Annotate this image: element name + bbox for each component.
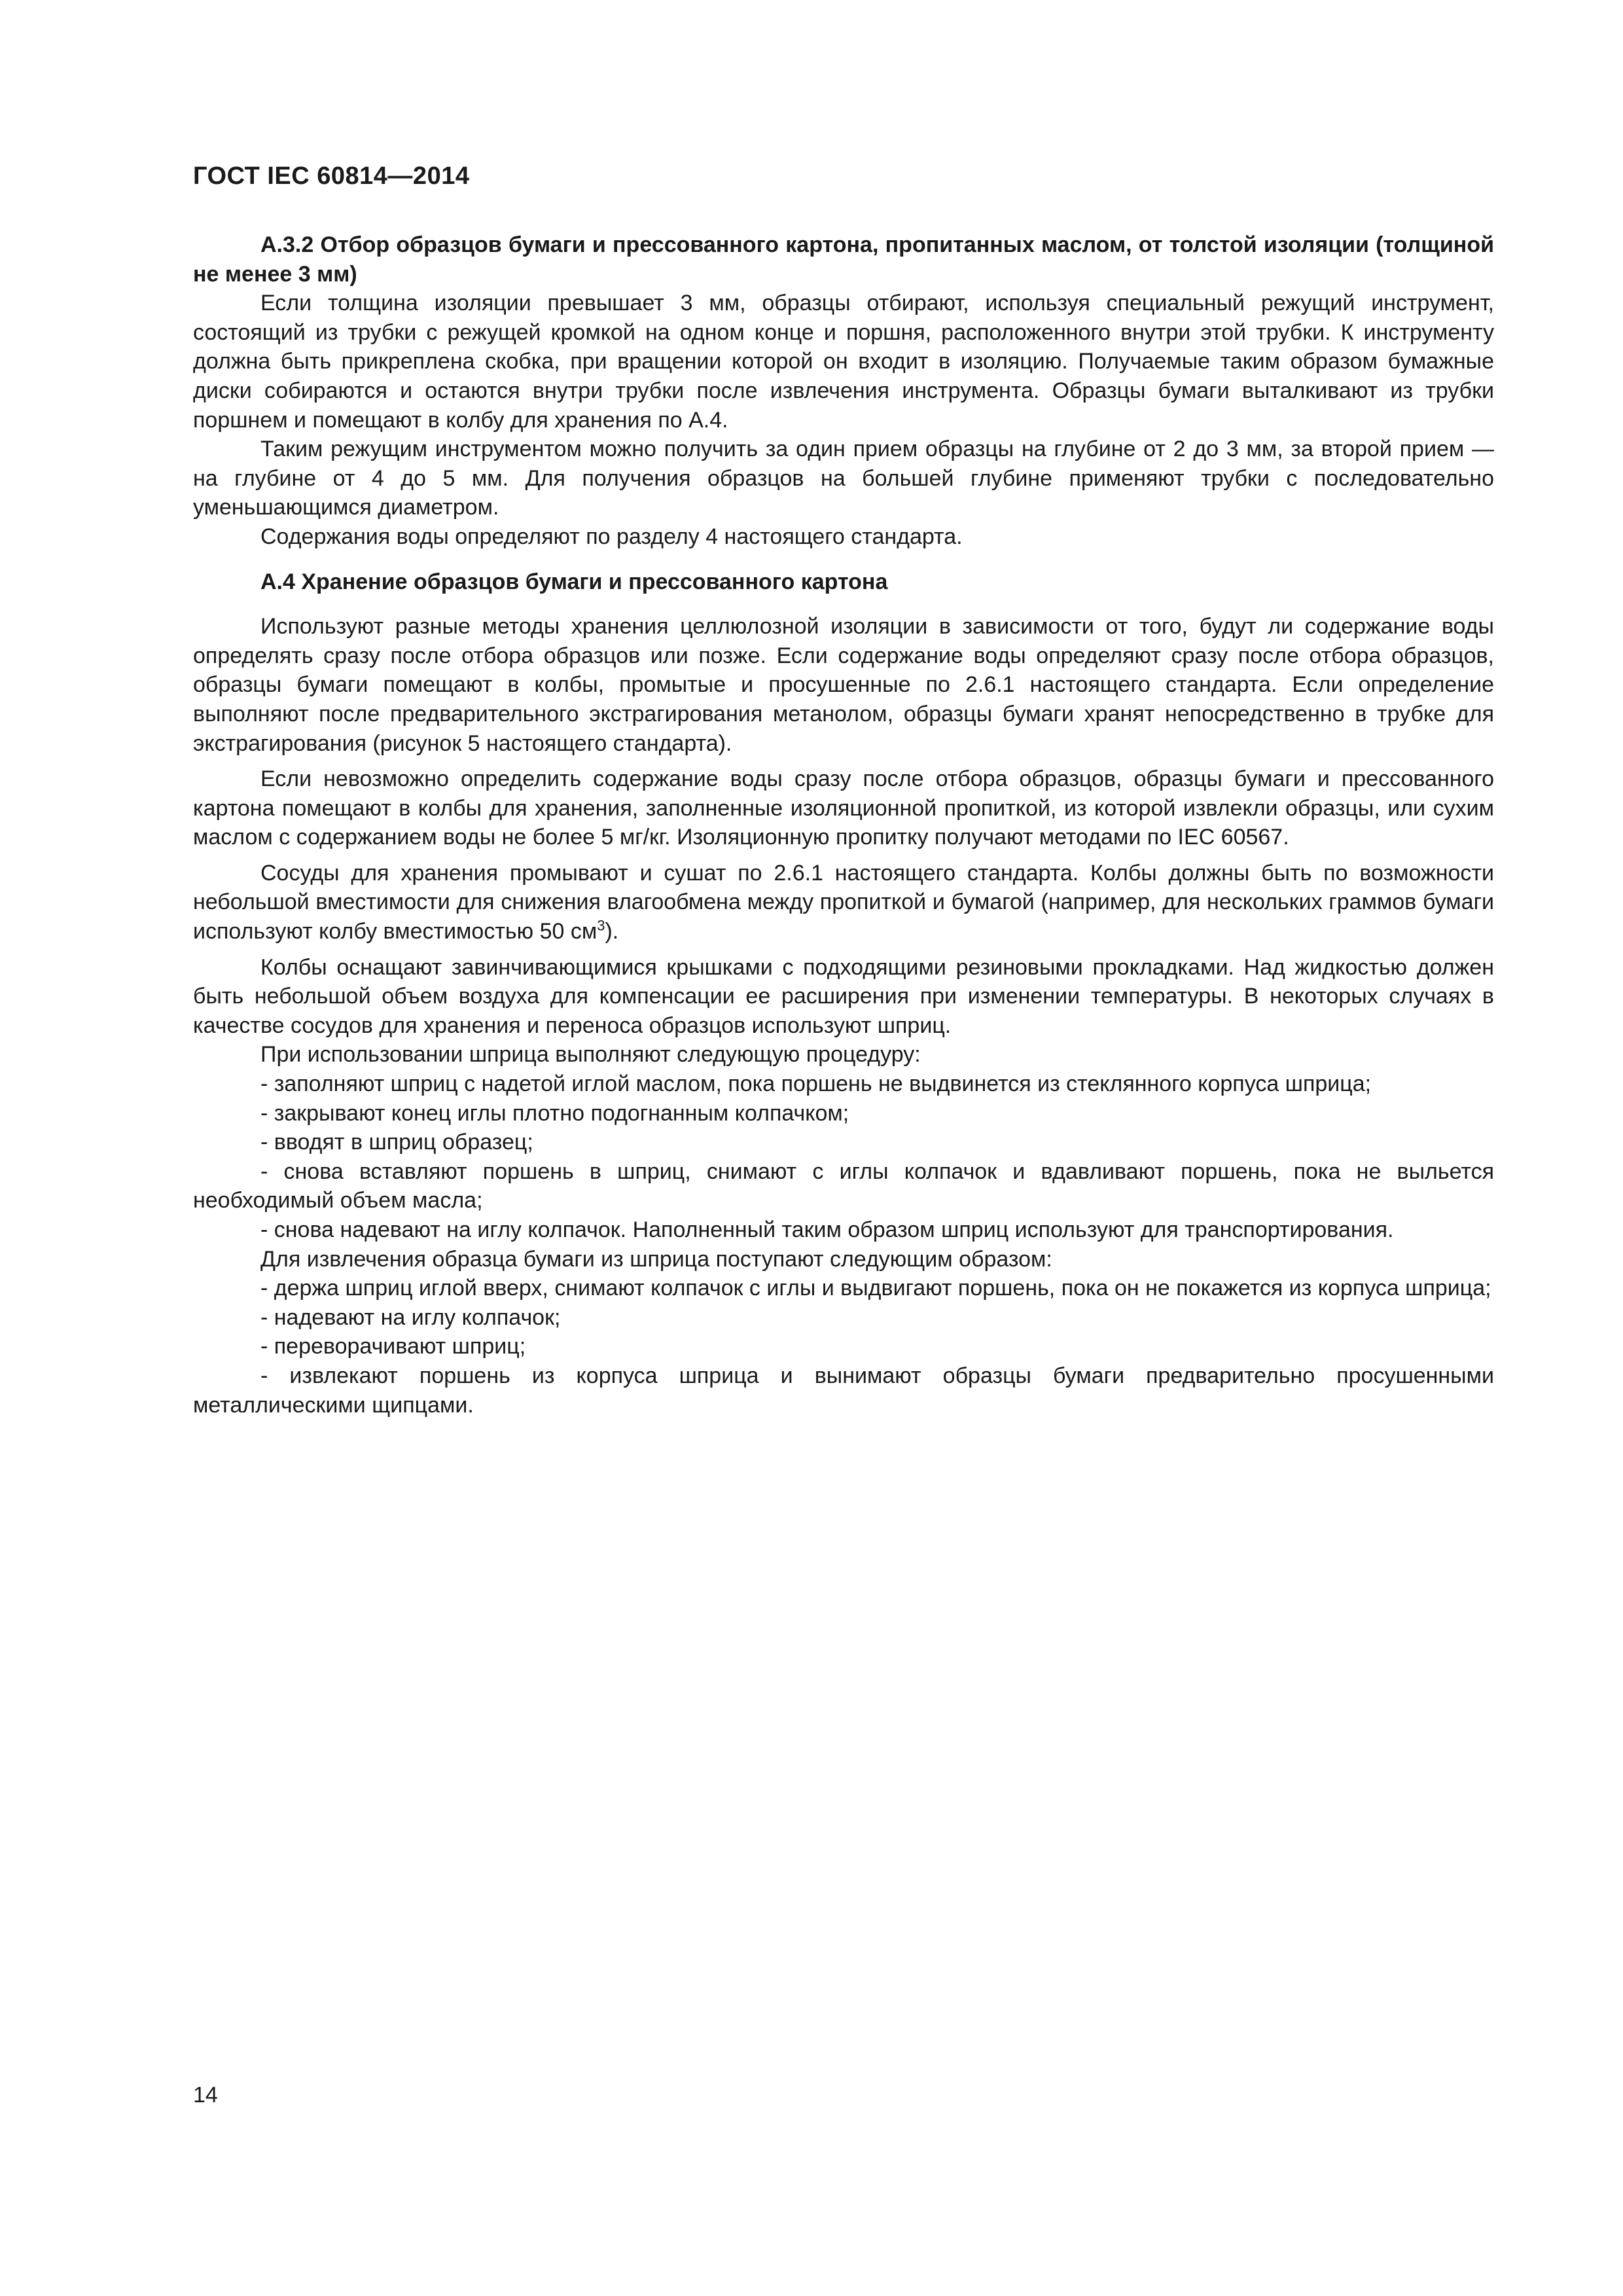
list-item: - заполняют шприц с надетой иглой маслом, пока поршень не выдвинется из стеклянного корпуса шприца; (260, 1071, 1372, 1097)
list-item: - снова надевают на иглу колпачок. Наполненный таким образом шприц используют для транспортирования. (260, 1217, 1394, 1242)
list-item: - надевают на иглу колпачок; (260, 1304, 561, 1330)
paragraph-text-end: ). (605, 919, 619, 944)
paragraph: Если невозможно определить содержание воды сразу после отбора образцов, образцы бумаги и прессованного картона помещают в колбы для хранения, заполненные изоляционной пропиткой, из которой извлекли образцы, или сухим маслом с содержанием воды не более 5 мг/кг. Изоляционную пропитку получают методами по IEC 60567. (193, 766, 1494, 850)
paragraph: Таким режущим инструментом можно получить за один прием образцы на глубине от 2 до 3 мм, за второй прием — на глубине от 4 до 5 мм. Для получения образцов на большей глубине применяют трубки с последовательно уменьшающимся диаметром. (193, 437, 1494, 520)
list-item: - держа шприц иглой вверх, снимают колпачок с иглы и выдвигают поршень, пока он не покажется из корпуса шприца; (260, 1276, 1491, 1301)
paragraph: Если толщина изоляции превышает 3 мм, образцы отбирают, используя специальный режущий инструмент, состоящий из трубки с режущей кромкой на одном конце и поршня, расположенного внутри этой трубки. К инструменту должна быть прикреплена скобка, при вращении которой он входит в изоляцию. Получаемые таким образом бумажные диски собираются и остаются внутри трубки после извлечения инструмента. Образцы бумаги выталкивают из трубки поршнем и помещают в колбу для хранения по А.4. (193, 291, 1494, 433)
list-item: - извлекают поршень из корпуса шприца и вынимают образцы бумаги предварительно просушенными металлическими щипцами. (193, 1363, 1494, 1418)
page-number: 14 (193, 2083, 218, 2108)
superscript: 3 (597, 917, 605, 934)
paragraph: Для извлечения образца бумаги из шприца поступают следующим образом: (260, 1246, 1052, 1272)
paragraph-with-superscript (193, 859, 1494, 946)
list-item: - переворачивают шприц; (260, 1334, 526, 1359)
document-body (193, 230, 1494, 1420)
paragraph: Колбы оснащают завинчивающимися крышками с подходящими резиновыми прокладками. Над жидкостью должен быть небольшой объем воздуха для компенсации ее расширения при изменении температуры. В некоторых случаях в качестве сосудов для хранения и переноса образцов используют шприц. (193, 954, 1494, 1038)
list-item: - закрывают конец иглы плотно подогнанным колпачком; (260, 1100, 849, 1126)
standard-designation: ГОСТ IEC 60814—2014 (193, 162, 470, 190)
paragraph: Содержания воды определяют по разделу 4 настоящего стандарта. (260, 524, 963, 549)
section-heading-a32: А.3.2 Отбор образцов бумаги и прессованного картона, пропитанных маслом, от толстой изоляции (толщиной не менее 3 мм) (193, 232, 1494, 287)
list-item: - снова вставляют поршень в шприц, снимают с иглы колпачок и вдавливают поршень, пока не выльется необходимый объем масла; (193, 1158, 1494, 1213)
section-heading-a4: А.4 Хранение образцов бумаги и прессованного картона (260, 569, 888, 594)
paragraph-text: Сосуды для хранения промывают и сушат по 2.6.1 настоящего стандарта. Колбы должны быть по возможности небольшой вместимости для снижения влагообмена между пропиткой и бумагой (например, для нескольких граммов бумаги используют колбу вместимостью 50 см (193, 860, 1494, 944)
paragraph: При использовании шприца выполняют следующую процедуру: (260, 1042, 921, 1067)
paragraph: Используют разные методы хранения целлюлозной изоляции в зависимости от того, будут ли содержание воды определять сразу после отбора образцов или позже. Если содержание воды определяют сразу после отбора образцов, образцы бумаги помещают в колбы, промытые и просушенные по 2.6.1 настоящего стандарта. Если определение выполняют после предварительного экстрагирования метанолом, образцы бумаги хранят непосредственно в трубке для экстрагирования (рисунок 5 настоящего стандарта). (193, 614, 1494, 756)
list-item: - вводят в шприц образец; (260, 1130, 533, 1155)
